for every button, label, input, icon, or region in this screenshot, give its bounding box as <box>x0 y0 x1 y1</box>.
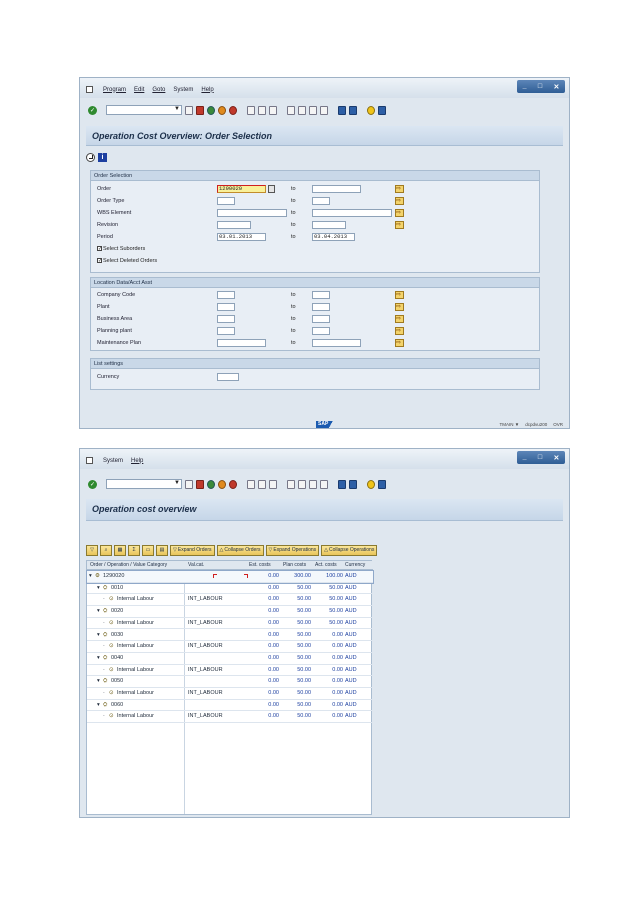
first-page-icon[interactable] <box>287 106 295 115</box>
filter-icon[interactable]: ▽ <box>86 545 98 556</box>
node-label: Internal Labour <box>117 690 154 696</box>
sum-icon[interactable]: Σ <box>128 545 140 556</box>
wbs-to-input[interactable] <box>312 209 392 217</box>
back-icon[interactable] <box>207 106 215 115</box>
menu-system[interactable]: System <box>173 86 194 93</box>
group-title: List settings <box>91 359 539 369</box>
act-costs-cell: 50.00 <box>329 584 343 591</box>
node-label: 1290020 <box>103 573 125 579</box>
plant-to-input[interactable] <box>312 303 330 311</box>
operation-icon: ⛭ <box>103 654 108 661</box>
est-costs-cell: 0.00 <box>268 654 279 661</box>
act-costs-cell: 100.00 <box>326 573 343 579</box>
currency-cell: AUD <box>345 619 357 626</box>
last-page-icon[interactable] <box>320 106 328 115</box>
operation-row[interactable] <box>87 606 373 618</box>
plan-costs-cell: 50.00 <box>297 643 311 650</box>
print-icon[interactable]: ▭ <box>142 545 154 556</box>
maintenance-plan-row <box>97 338 537 347</box>
order-type-row <box>97 196 537 205</box>
period-row <box>97 232 537 241</box>
insert-mode: OVR <box>553 422 563 427</box>
cancel-icon[interactable] <box>229 106 237 115</box>
est-costs-cell: 0.00 <box>268 643 279 650</box>
plan-costs-cell: 50.00 <box>297 619 311 626</box>
col-est-header[interactable]: Est. costs <box>249 562 271 568</box>
checkbox-label: Select Suborders <box>103 245 146 252</box>
location-data-group <box>90 277 540 351</box>
collapse-icon: △ <box>219 547 224 553</box>
multiple-selection-icon[interactable] <box>395 327 404 335</box>
standard-toolbar <box>80 474 569 494</box>
title-bar <box>80 449 569 469</box>
collapse-operations-button[interactable] <box>321 545 377 556</box>
valcat-cell: INT_LABOUR <box>188 666 223 673</box>
status-bar <box>80 418 569 428</box>
currency-cell: AUD <box>345 608 357 615</box>
to-label: to <box>291 327 296 334</box>
plan-costs-cell: 50.00 <box>297 584 311 591</box>
cost-element-icon: ⊙ <box>109 643 114 650</box>
operation-icon: ⛭ <box>103 608 108 615</box>
system-info <box>500 422 564 427</box>
plan-costs-cell: 50.00 <box>297 690 311 696</box>
currency-cell: AUD <box>345 584 357 591</box>
planning-plant-from-input[interactable] <box>217 327 235 335</box>
est-costs-cell: 0.00 <box>268 631 279 638</box>
value-category-row[interactable] <box>87 641 373 653</box>
currency-cell: AUD <box>345 678 357 685</box>
node-label: 0010 <box>111 584 124 591</box>
menu-edit[interactable]: Edit <box>134 86 145 93</box>
act-costs-cell: 50.00 <box>329 619 343 626</box>
expand-toggle-icon[interactable]: ▾ <box>89 573 92 579</box>
to-label: to <box>291 209 296 216</box>
col-name-header[interactable]: Order / Operation / Value Category <box>90 562 168 568</box>
minimize-button[interactable]: _ <box>522 454 527 461</box>
to-label: to <box>291 185 296 192</box>
multiple-selection-icon[interactable] <box>395 197 404 205</box>
multiple-selection-icon[interactable] <box>395 209 404 217</box>
expand-toggle-icon[interactable]: · <box>103 713 105 720</box>
save-icon[interactable] <box>196 480 204 489</box>
cost-element-icon: ⊙ <box>109 690 114 696</box>
act-costs-cell: 0.00 <box>332 666 343 673</box>
menu-program[interactable]: Program <box>103 86 127 93</box>
back-arrow-icon[interactable] <box>185 106 193 115</box>
back-icon[interactable] <box>207 480 215 489</box>
shortcut-icon[interactable] <box>349 480 357 489</box>
enter-icon[interactable]: ✓ <box>89 107 96 114</box>
help-icon[interactable] <box>367 480 375 489</box>
chevron-down-icon[interactable]: ▼ <box>174 106 180 112</box>
currency-cell: AUD <box>345 596 357 603</box>
new-session-icon[interactable] <box>338 106 346 115</box>
maintenance-plan-to-input[interactable] <box>312 339 361 347</box>
valcat-cell: INT_LABOUR <box>188 643 223 650</box>
est-costs-cell: 0.00 <box>268 678 279 685</box>
value-category-row[interactable] <box>87 618 373 630</box>
operation-icon: ⛭ <box>103 678 108 685</box>
app-menu-icon[interactable] <box>86 457 93 464</box>
previous-page-icon[interactable] <box>298 480 306 489</box>
currency-cell: AUD <box>345 666 357 673</box>
valcat-cell: INT_LABOUR <box>188 713 223 720</box>
company-code-label: Company Code <box>97 291 136 298</box>
standard-toolbar <box>80 100 569 120</box>
to-label: to <box>291 315 296 322</box>
cost-element-icon: ⊙ <box>109 619 114 626</box>
est-costs-cell: 0.00 <box>268 608 279 615</box>
expand-toggle-icon[interactable]: ▾ <box>97 631 100 638</box>
to-label: to <box>291 233 296 240</box>
find-next-icon[interactable] <box>269 480 277 489</box>
plan-costs-cell: 50.00 <box>297 608 311 615</box>
valcat-cell: INT_LABOUR <box>188 596 223 603</box>
to-label: to <box>291 303 296 310</box>
suborders-row <box>97 244 537 253</box>
valcat-cell: INT_LABOUR <box>188 690 223 696</box>
order-row[interactable] <box>87 571 373 583</box>
title-bar <box>80 78 569 98</box>
collapse-icon: △ <box>324 547 329 553</box>
node-label: 0040 <box>111 654 124 661</box>
col-valcat-header[interactable]: Val.cat. <box>188 562 205 568</box>
page-title-bar <box>86 126 563 146</box>
page-title-bar <box>86 499 563 521</box>
maximize-button[interactable]: □ <box>537 454 543 461</box>
currency-cell: AUD <box>345 654 357 661</box>
est-costs-cell: 0.00 <box>268 690 279 696</box>
cancel-icon[interactable] <box>229 480 237 489</box>
print-icon[interactable] <box>247 106 255 115</box>
multiple-selection-icon[interactable] <box>395 315 404 323</box>
last-page-icon[interactable] <box>320 480 328 489</box>
operation-row[interactable] <box>87 630 373 642</box>
currency-cell: AUD <box>345 643 357 650</box>
operation-row[interactable] <box>87 583 373 595</box>
expand-toggle-icon[interactable]: ▾ <box>97 654 100 661</box>
expand-toggle-icon[interactable]: ▾ <box>97 701 100 708</box>
est-costs-cell: 0.00 <box>268 584 279 591</box>
act-costs-cell: 0.00 <box>332 631 343 638</box>
maintenance-plan-label: Maintenance Plan <box>97 339 142 346</box>
page-title: Operation Cost Overview: Order Selection <box>92 131 273 141</box>
deleted-orders-row <box>97 256 537 265</box>
to-label: to <box>291 339 296 346</box>
revision-to-input[interactable] <box>312 221 346 229</box>
col-plan-header[interactable]: Plan costs <box>283 562 307 568</box>
selection-marker <box>213 574 217 578</box>
layout-icon[interactable] <box>378 480 386 489</box>
to-label: to <box>291 221 296 228</box>
plan-costs-cell: 50.00 <box>297 654 311 661</box>
next-page-icon[interactable] <box>309 480 317 489</box>
back-arrow-icon[interactable] <box>185 480 193 489</box>
plan-costs-cell: 50.00 <box>297 666 311 673</box>
enter-icon[interactable]: ✓ <box>89 481 96 488</box>
button-label: Collapse Orders <box>224 547 261 553</box>
group-title: Location Data/Acct Asst <box>91 278 539 288</box>
revision-label: Revision <box>97 221 119 228</box>
value-category-row[interactable] <box>87 594 373 606</box>
business-area-to-input[interactable] <box>312 315 330 323</box>
exit-icon[interactable] <box>218 480 226 489</box>
button-label: Expand Operations <box>273 547 317 553</box>
order-label: Order <box>97 185 112 192</box>
act-costs-cell: 0.00 <box>332 643 343 650</box>
operation-icon: ⛭ <box>103 631 108 638</box>
act-costs-cell: 0.00 <box>332 654 343 661</box>
maximize-button[interactable]: □ <box>537 83 543 90</box>
currency-cell: AUD <box>345 701 357 708</box>
sap-logo: SAP <box>316 421 336 428</box>
expand-toggle-icon[interactable]: · <box>103 596 105 603</box>
previous-page-icon[interactable] <box>298 106 306 115</box>
page-title: Operation cost overview <box>92 504 197 514</box>
order-icon: ⚙ <box>95 573 100 579</box>
multiple-selection-icon[interactable] <box>395 221 404 229</box>
est-costs-cell: 0.00 <box>268 666 279 673</box>
revision-from-input[interactable] <box>217 221 251 229</box>
tree-header <box>87 561 373 570</box>
plan-costs-cell: 50.00 <box>297 713 311 720</box>
expand-toggle-icon[interactable]: · <box>103 690 105 696</box>
order-type-to-input[interactable] <box>312 197 330 205</box>
menu-system[interactable]: System <box>103 457 124 464</box>
group-title: Order Selection <box>91 171 539 181</box>
collapse-orders-button[interactable] <box>217 545 264 556</box>
company-code-row <box>97 290 537 299</box>
period-to-input[interactable]: 03.04.2013 <box>312 233 355 241</box>
window-controls <box>517 80 565 93</box>
find-icon[interactable] <box>258 480 266 489</box>
act-costs-cell: 50.00 <box>329 596 343 603</box>
plan-costs-cell: 50.00 <box>297 701 311 708</box>
est-costs-cell: 0.00 <box>268 619 279 626</box>
plan-costs-cell: 300.00 <box>294 573 311 579</box>
valcat-cell: INT_LABOUR <box>188 619 223 626</box>
currency-cell: AUD <box>345 573 357 579</box>
menu-help[interactable]: Help <box>201 86 214 93</box>
close-button[interactable]: ✕ <box>553 454 560 462</box>
list-settings-group <box>90 358 540 390</box>
currency-cell: AUD <box>345 690 357 696</box>
close-button[interactable]: ✕ <box>553 83 560 91</box>
order-row <box>97 184 537 193</box>
find-next-icon[interactable] <box>269 106 277 115</box>
wbs-from-input[interactable] <box>217 209 287 217</box>
multiple-selection-icon[interactable] <box>395 291 404 299</box>
order-type-from-input[interactable] <box>217 197 235 205</box>
system-name[interactable]: TMAIN ▼ <box>499 422 520 427</box>
layout-icon[interactable]: ▤ <box>156 545 168 556</box>
operation-icon: ⛭ <box>103 701 108 708</box>
info-icon[interactable]: i <box>98 153 107 162</box>
multiple-selection-icon[interactable] <box>395 185 404 193</box>
order-to-input[interactable] <box>312 185 361 193</box>
selection-window <box>79 77 570 429</box>
node-label: Internal Labour <box>117 596 154 603</box>
exit-icon[interactable] <box>218 106 226 115</box>
expand-toggle-icon[interactable]: · <box>103 619 105 626</box>
application-toolbar <box>86 150 107 164</box>
minimize-button[interactable]: _ <box>522 83 527 90</box>
to-label: to <box>291 197 296 204</box>
cost-element-icon: ⊙ <box>109 713 114 720</box>
node-label: 0030 <box>111 631 124 638</box>
period-label: Period <box>97 233 113 240</box>
multiple-selection-icon[interactable] <box>395 339 404 347</box>
act-costs-cell: 0.00 <box>332 701 343 708</box>
currency-cell: AUD <box>345 631 357 638</box>
wbs-row <box>97 208 537 217</box>
company-code-from-input[interactable] <box>217 291 235 299</box>
operation-row[interactable] <box>87 653 373 665</box>
plan-costs-cell: 50.00 <box>297 631 311 638</box>
expand-toggle-icon[interactable]: · <box>103 666 105 673</box>
menu-help[interactable]: Help <box>131 457 144 464</box>
business-area-row <box>97 314 537 323</box>
app-menu-icon[interactable] <box>86 86 93 93</box>
revision-row <box>97 220 537 229</box>
save-icon[interactable] <box>196 106 204 115</box>
value-category-row[interactable] <box>87 688 373 700</box>
button-label: Expand Orders <box>177 547 212 553</box>
find-icon[interactable] <box>258 106 266 115</box>
business-area-from-input[interactable] <box>217 315 235 323</box>
order-from-input[interactable]: 1290020 <box>217 185 266 193</box>
planning-plant-to-input[interactable] <box>312 327 330 335</box>
maintenance-plan-from-input[interactable] <box>217 339 266 347</box>
operation-row[interactable] <box>87 676 373 688</box>
help-icon[interactable] <box>367 106 375 115</box>
node-label: Internal Labour <box>117 619 154 626</box>
command-field[interactable] <box>106 105 182 115</box>
expand-toggle-icon[interactable]: ▾ <box>97 678 100 685</box>
multiple-selection-icon[interactable] <box>395 303 404 311</box>
select-deleted-orders-checkbox[interactable] <box>97 258 157 264</box>
expand-toggle-icon[interactable]: ▾ <box>97 608 100 615</box>
expand-toggle-icon[interactable]: ▾ <box>97 584 100 591</box>
first-page-icon[interactable] <box>287 480 295 489</box>
expand-operations-button[interactable] <box>266 545 320 556</box>
order-type-label: Order Type <box>97 197 125 204</box>
planning-plant-label: Planning plant <box>97 327 132 334</box>
node-label: 0050 <box>111 678 124 685</box>
est-costs-cell: 0.00 <box>268 701 279 708</box>
table-settings-icon[interactable]: ▦ <box>114 545 126 556</box>
company-code-to-input[interactable] <box>312 291 330 299</box>
act-costs-cell: 0.00 <box>332 690 343 696</box>
order-selection-group <box>90 170 540 273</box>
button-label: Collapse Operations <box>329 547 375 553</box>
col-currency-header[interactable]: Currency <box>345 562 366 568</box>
expand-icon: ▽ <box>268 547 273 553</box>
act-costs-cell: 50.00 <box>329 608 343 615</box>
new-session-icon[interactable] <box>338 480 346 489</box>
print-icon[interactable] <box>247 480 255 489</box>
cost-element-icon: ⊙ <box>109 596 114 603</box>
currency-input[interactable] <box>217 373 239 381</box>
node-label: Internal Labour <box>117 643 154 650</box>
alv-toolbar <box>86 544 377 556</box>
est-costs-cell: 0.00 <box>268 713 279 720</box>
to-label: to <box>291 291 296 298</box>
layout-icon[interactable] <box>378 106 386 115</box>
cost-element-icon: ⊙ <box>109 666 114 673</box>
currency-cell: AUD <box>345 713 357 720</box>
expand-icon: ▽ <box>173 547 177 553</box>
window-controls <box>517 451 565 464</box>
plan-costs-cell: 50.00 <box>297 678 311 685</box>
checkmark-icon[interactable]: ✓ <box>98 258 103 264</box>
col-act-header[interactable]: Act. costs <box>315 562 337 568</box>
wbs-label: WBS Element <box>97 209 132 216</box>
overview-window <box>79 448 570 818</box>
act-costs-cell: 0.00 <box>332 678 343 685</box>
plant-label: Plant <box>97 303 110 310</box>
value-category-row[interactable] <box>87 711 373 723</box>
next-page-icon[interactable] <box>309 106 317 115</box>
plant-row <box>97 302 537 311</box>
business-area-label: Business Area <box>97 315 133 322</box>
shortcut-icon[interactable] <box>349 106 357 115</box>
value-category-row[interactable] <box>87 665 373 677</box>
currency-row <box>97 372 537 381</box>
operation-row[interactable] <box>87 700 373 712</box>
operation-icon: ⛭ <box>103 584 108 591</box>
est-costs-cell: 0.00 <box>268 573 279 579</box>
expand-orders-button[interactable] <box>170 545 215 556</box>
menu-bar <box>86 86 214 93</box>
select-suborders-checkbox[interactable] <box>97 246 145 252</box>
menu-goto[interactable]: Goto <box>152 86 166 93</box>
find-icon[interactable]: ⌕ <box>100 545 112 556</box>
plan-costs-cell: 50.00 <box>297 596 311 603</box>
execute-icon[interactable] <box>86 153 95 162</box>
menu-bar <box>86 457 143 464</box>
cost-tree-table <box>86 560 372 815</box>
act-costs-cell: 0.00 <box>332 713 343 720</box>
planning-plant-row <box>97 326 537 335</box>
command-field[interactable] <box>106 479 182 489</box>
node-label: Internal Labour <box>117 713 154 720</box>
value-help-icon[interactable] <box>268 185 275 193</box>
period-from-input[interactable]: 03.01.2013 <box>217 233 266 241</box>
chevron-down-icon[interactable]: ▼ <box>174 480 180 486</box>
plant-from-input[interactable] <box>217 303 235 311</box>
node-label: Internal Labour <box>117 666 154 673</box>
checkbox-label: Select Deleted Orders <box>103 257 158 264</box>
node-label: 0060 <box>111 701 124 708</box>
currency-label: Currency <box>97 373 120 380</box>
expand-toggle-icon[interactable]: · <box>103 643 105 650</box>
checkmark-icon[interactable]: ✓ <box>98 246 103 252</box>
user-name: dcpdvu200 <box>525 422 548 427</box>
selection-marker <box>244 574 248 578</box>
node-label: 0020 <box>111 608 124 615</box>
est-costs-cell: 0.00 <box>268 596 279 603</box>
